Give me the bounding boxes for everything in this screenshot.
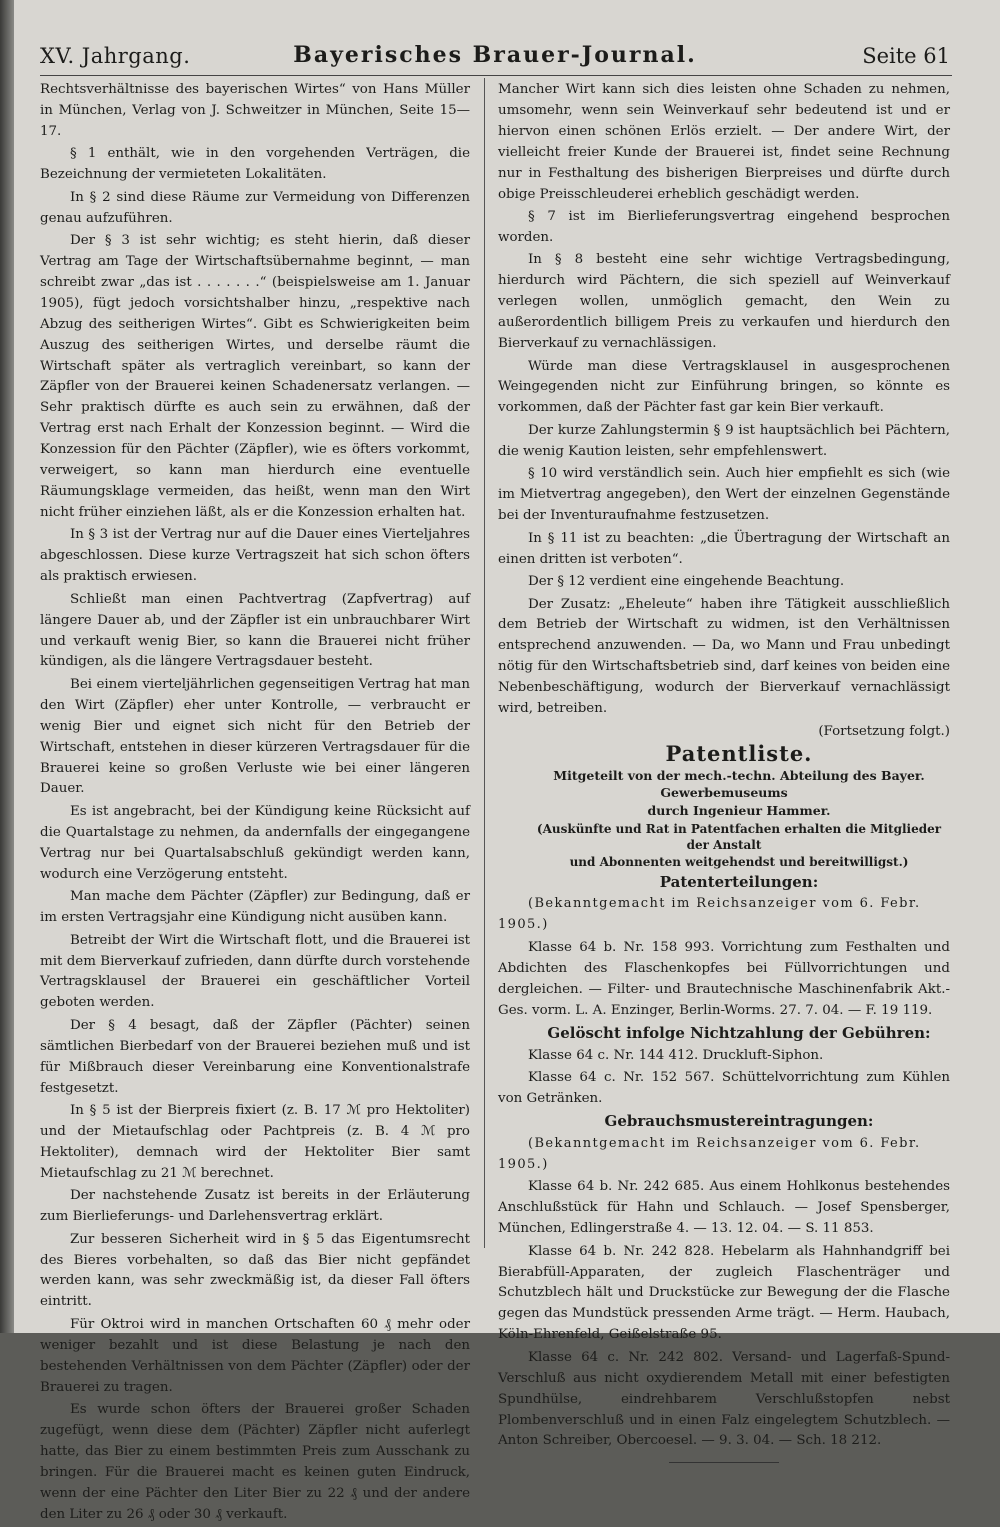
journal-title: Bayerisches Brauer-Journal. <box>293 42 697 68</box>
patent-subtitle-2: durch Ingenieur Hammer. <box>647 803 831 819</box>
paragraph: Rechtsverhältnisse des bayerischen Wirtes“ von Hans Müller in München, Verlag von J. Schweitzer in München, Seite 15—17. <box>40 82 470 139</box>
paragraph: Man mache dem Pächter (Zäpfler) zur Bedingung, daß er im ersten Vertragsjahr eine Kündigung nicht ausüben kann. <box>40 889 470 926</box>
paragraph: § 1 enthält, wie in den vorgehenden Verträgen, die Bezeichnung der vermieteten Lokalitäten. <box>40 146 470 183</box>
volume-label: XV. Jahrgang. <box>40 44 191 68</box>
paragraph: Zur besseren Sicherheit wird in § 5 das Eigentumsrecht des Bieres vorbehalten, so daß das Bier nicht gepfändet werden kann, was sehr zweckmäßig ist, da dieser Fall öfters eintritt. <box>40 1231 470 1310</box>
page-header <box>40 38 950 72</box>
paragraph: Der nachstehende Zusatz ist bereits in der Erläuterung zum Bierlieferungs- und Darlehensvertrag erklärt. <box>40 1188 470 1225</box>
patent-subtitle-1: Mitgeteilt von der mech.-techn. Abteilung des Bayer. Gewerbemuseums <box>553 767 925 800</box>
paragraph: In § 11 ist zu beachten: „die Übertragung der Wirtschaft an einen dritten ist verboten“. <box>498 530 950 567</box>
left-column <box>40 80 470 1527</box>
paragraph: Der Zusatz: „Eheleute“ haben ihre Tätigkeit ausschließlich dem Betrieb der Wirtschaft zu widmen, ist den Verhältnissen entsprechend anzuwenden. — Da, wo Mann und Frau unbedingt nötig für den Wirtschaftsbetrieb sind, darf keines von beiden eine Nebenbeschäftigung, wodurch der Bierverkauf vernachlässigt wird, betreiben. <box>498 596 950 717</box>
paragraph: § 7 ist im Bierlieferungsvertrag eingehend besprochen worden. <box>498 209 950 245</box>
header-rule <box>40 75 952 76</box>
patent-note-1: (Auskünfte und Rat in Patentfachen erhalten die Mitglieder der Anstalt <box>536 821 942 852</box>
continued-note: (Fortsetzung folgt.) <box>818 723 950 739</box>
scan-edge <box>0 0 14 1333</box>
paragraph: Es ist angebracht, bei der Kündigung keine Rücksicht auf die Quartalstage zu nehmen, da andernfalls der eingegangene Vertrag nur bei Quartalsabschluß gekündigt werden kann, wodurch eine Verzögerung entsteht. <box>40 803 470 882</box>
patent-list <box>498 741 950 1463</box>
section2-entry-2: Klasse 64 c. Nr. 152 567. Schüttelvorrichtung zum Kühlen von Getränken. <box>498 1070 950 1106</box>
paragraph: Mancher Wirt kann sich dies leisten ohne Schaden zu nehmen, umsomehr, wenn sein Weinverkauf sehr bedeutend ist und er hiervon einen schönen Erlös erzielt. — Der andere Wirt, der vielleicht freier Kunde der Brauerei ist, findet seine Rechnung nur in Festhaltung des bisherigen Bierpreises und dürfte durch obige Preisschleuderei erheblich geschädigt werden. <box>498 82 950 202</box>
section-patenterteilungen: Patenterteilungen: <box>659 872 819 891</box>
paragraph: Der § 3 ist sehr wichtig; es steht hierin, daß dieser Vertrag am Tage der Wirtschaftsübernahme beginnt, — man schreibt zwar „das ist . . . . . . .“ (beispielsweise am 1. Januar 1905), fügt jedoch vorsichtshalber hinzu, „respektive nach Abzug des seitherigen Wirtes“. Gibt es Schwierigkeiten beim Auszug des seitherigen Wirtes, und derselbe räumt die Wirtschaft später als vertraglich vereinbart, so kann der Zäpfler von der Brauerei keinen Schadenersatz verlangen. — Sehr praktisch dürfte es auch sein zu erwähnen, daß der Vertrag erst nach Erhalt der Konzession beginnt. — Wird die Konzession für den Pächter (Zäpfler), wie es öfters vorkommt, verweigert, so kann man hierdurch eine eventuelle Räumungsklage vermeiden, das heißt, wenn man den Wirt nicht früher einziehen läßt, als er die Konzession erhalten hat. <box>40 233 470 520</box>
patent-note-2: und Abonnenten weitgehendst und bereitwilligst.) <box>569 855 909 870</box>
section3-entry-3: Klasse 64 c. Nr. 242 802. Versand- und Lagerfaß-Spund-Verschluß aus nicht oxydierendem Metall mit einer befestigten Spundhülse, eindrehbarem Verschlußstopfen nebst Plombenverschluß und in einen Falz eingelegtem Schutzblech. — Anton Schreiber, Obercoesel. — 9. 3. 04. — Sch. 18 212. <box>498 1349 950 1449</box>
section3-announcement: (Bekanntgemacht im Reichsanzeiger vom 6. Febr. 1905.) <box>498 1135 921 1172</box>
paragraph: Es wurde schon öfters der Brauerei großer Schaden zugefügt, wenn diese dem (Pächter) Zäpfler nicht auferlegt hatte, das Bier zu einem bestimmten Preis zum Ausschank zu bringen. Für die Brauerei macht es keinen guten Eindruck, wenn der eine Pächter den Liter Bier zu 22 ₰ und der andere den Liter zu 26 ₰ oder 30 ₰ verkauft. <box>40 1402 470 1522</box>
paragraph: Bei einem vierteljährlichen gegenseitigen Vertrag hat man den Wirt (Zäpfler) eher unter Kontrolle, — verbraucht er wenig Bier und eignet sich nicht für den Betrieb der Wirtschaft, entstehen in dieser kürzeren Vertragsdauer für die Brauerei keine so großen Verluste wie bei einer längeren Dauer. <box>40 676 470 797</box>
section-gebrauchsmuster: Gebrauchsmustereintragungen: <box>604 1112 874 1131</box>
section3-entry-1: Klasse 64 b. Nr. 242 685. Aus einem Hohlkonus bestehendes Anschlußstück für Hahn und Schlauch. — Josef Spensberger, München, Edlingerstraße 4. — 13. 12. 04. — S. 11 853. <box>498 1179 950 1237</box>
paragraph: Der § 12 verdient eine eingehende Beachtung. <box>528 574 845 589</box>
section2-entry-1: Klasse 64 c. Nr. 144 412. Druckluft-Siphon. <box>528 1047 824 1063</box>
page-number: Seite 61 <box>862 44 950 68</box>
paragraph: Der kurze Zahlungstermin § 9 ist hauptsächlich bei Pächtern, die wenig Kaution leisten, sehr empfehlenswert. <box>498 422 950 459</box>
paragraph: Betreibt der Wirt die Wirtschaft flott, und die Brauerei ist mit dem Bierverkauf zufrieden, dann dürfte durch vorstehende Vertragsklausel der Brauerei ein geschäftlicher Vorteil geboten werden. <box>40 932 470 1011</box>
paragraph: In § 5 ist der Bierpreis fixiert (z. B. 17 ℳ pro Hektoliter) und der Mietaufschlag oder Pachtpreis (z. B. 4 ℳ pro Hektoliter), demnach wird der Hektoliter Bier samt Mietaufschlag zu 21 ℳ berechnet. <box>40 1103 470 1181</box>
paragraph: § 10 wird verständlich sein. Auch hier empfiehlt es sich (wie im Mietvertrag angegeben), den Wert der einzelnen Gegenstände bei der Inventuraufnahme festzusetzen. <box>498 466 950 524</box>
section1-entry: Klasse 64 b. Nr. 158 993. Vorrichtung zum Festhalten und Abdichten des Flaschenkopfes bei Füllvorrichtungen und dergleichen. — Filter- und Brautechnische Maschinenfabrik Akt.-Ges. vorm. L. A. Enzinger, Berlin-Worms. 27. 7. 04. — F. 19 119. <box>498 939 950 1018</box>
section3-entry-2: Klasse 64 b. Nr. 242 828. Hebelarm als Hahnhandgriff bei Bierabfüll-Apparaten, der zugleich Flaschenträger und Schutzblech hält und Druckstücke zur Bewegung der die Flasche gegen das Mundstück pressenden Arme trägt. — Herm. Haubach, Köln-Ehrenfeld, Geißelstraße 95. <box>498 1243 950 1343</box>
paragraph: Für Oktroi wird in manchen Ortschaften 60 ₰ mehr oder weniger bezahlt und ist diese Belastung je nach den bestehenden Verhältnissen von dem Pächter (Zäpfler) oder der Brauerei zu tragen. <box>40 1316 470 1395</box>
right-column-text <box>498 80 950 720</box>
section-geloescht: Gelöscht infolge Nichtzahlung der Gebühren: <box>547 1024 931 1043</box>
end-rule <box>669 1462 779 1463</box>
right-column <box>498 80 950 1463</box>
paragraph: In § 3 ist der Vertrag nur auf die Dauer eines Vierteljahres abgeschlossen. Diese kurze Vertragszeit hat sich schon öfters als praktisch erwiesen. <box>40 527 470 585</box>
patent-title: Patentliste. <box>665 741 813 767</box>
paragraph: In § 8 besteht eine sehr wichtige Vertragsbedingung, hierdurch wird Pächtern, die sich speziell auf Weinverkauf verlegen wollen, unmöglich gemacht, den Wein zu außerordentlich billigem Preis zu verkaufen und hierdurch den Bierverkauf zu vernachlässigen. <box>498 252 950 352</box>
paragraph: Würde man diese Vertragsklausel in ausgesprochenen Weingegenden nicht zur Einführung bringen, so könnte es vorkommen, daß der Pächter fast gar kein Bier verkauft. <box>498 358 950 416</box>
paragraph: Schließt man einen Pachtvertrag (Zapfvertrag) auf längere Dauer ab, und der Zäpfler ist ein unbrauchbarer Wirt und verkauft wenig Bier, so kann die Brauerei nicht früher kündigen, als die längere Vertragsdauer besteht. <box>40 591 470 670</box>
paragraph: In § 2 sind diese Räume zur Vermeidung von Differenzen genau aufzuführen. <box>40 189 470 226</box>
section1-announcement: (Bekanntgemacht im Reichsanzeiger vom 6. Febr. 1905.) <box>498 896 921 933</box>
paragraph: Der § 4 besagt, daß der Zäpfler (Pächter) seinen sämtlichen Bierbedarf von der Brauerei beziehen muß und ist für Mißbrauch dieser Vereinbarung eine Konventionalstrafe festgesetzt. <box>40 1017 470 1096</box>
column-rule <box>484 78 485 1248</box>
